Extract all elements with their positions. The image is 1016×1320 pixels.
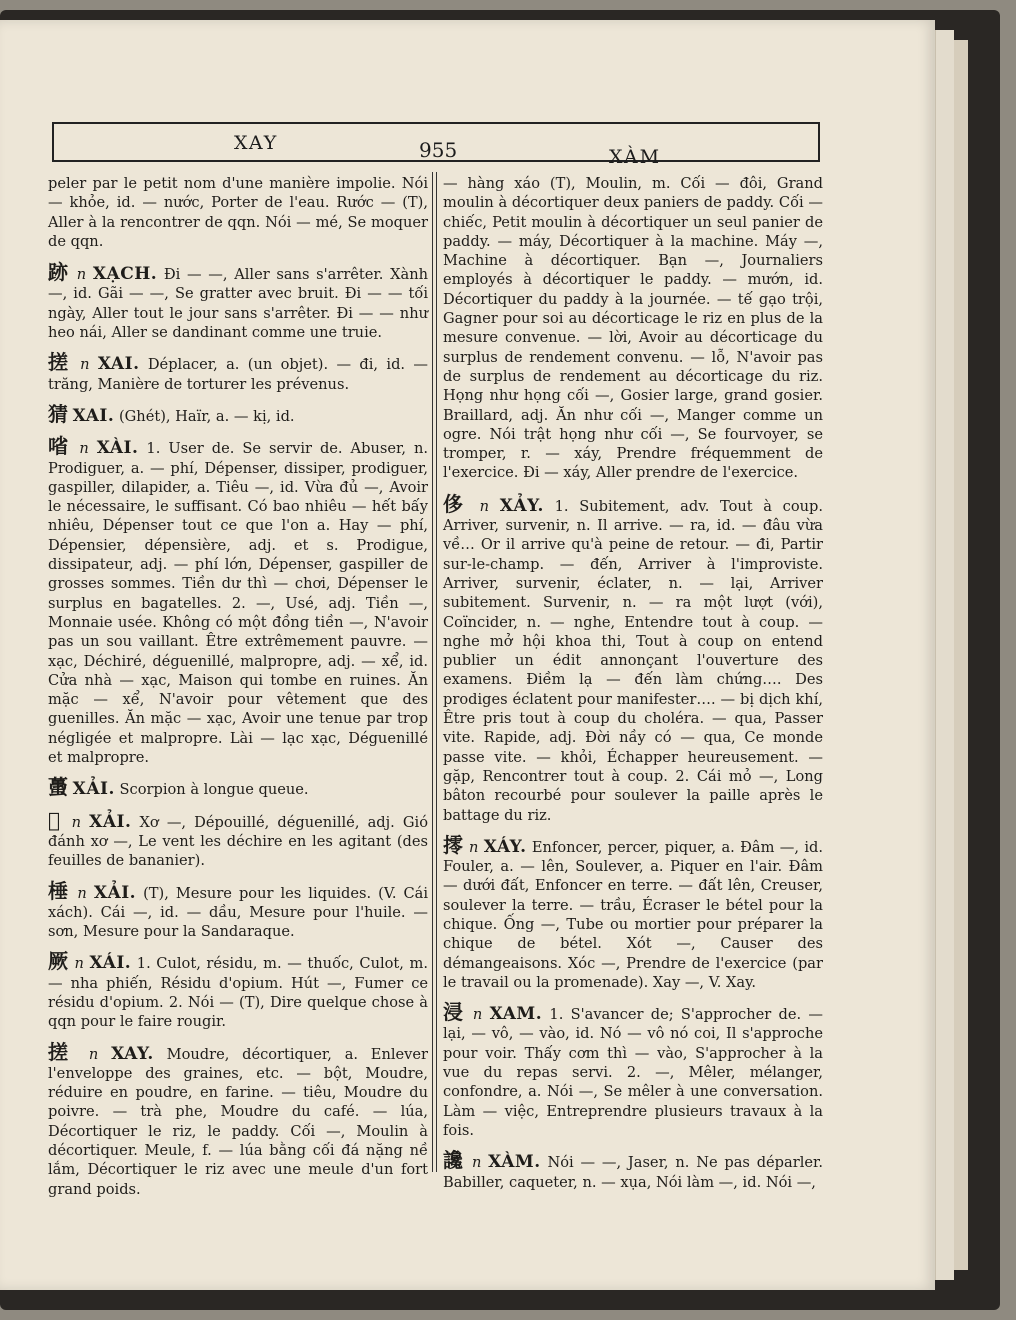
chinese-character: 㗂 — [48, 434, 72, 459]
part-of-speech: n — [71, 813, 82, 831]
definition-text: Déplacer, a. (un objet). — đi, id. — trăng, Manière de torturer les prévenus. — [48, 356, 429, 393]
chinese-character: 㩕 — [443, 832, 464, 857]
column-divider-inner — [436, 172, 437, 1172]
part-of-speech: n — [79, 440, 89, 458]
header-left-word: XAY — [234, 132, 279, 154]
headword: XÁI. — [89, 953, 132, 974]
part-of-speech: n — [469, 838, 479, 856]
dictionary-entry — [48, 434, 429, 767]
dictionary-entry — [443, 1148, 824, 1192]
headword: XÀM. — [488, 1152, 541, 1173]
headword: XẢI. — [93, 882, 137, 903]
dictionary-entry — [48, 1039, 429, 1199]
part-of-speech: n — [77, 884, 87, 902]
headword: XAM. — [489, 1004, 543, 1025]
part-of-speech: n — [76, 266, 87, 284]
headword: XẢI. — [72, 779, 115, 800]
entry-continuation — [443, 174, 823, 483]
dictionary-entry — [48, 807, 429, 871]
definition-text: — hàng xáo (T), Moulin, m. Cối — đôi, Grand moulin à décortiquer deux paniers de paddy. Cối — chiếc, Petit moulin à décortiquer un seul panier de paddy. — máy, Décortiquer à la machine. Máy —, Machine à décortiquer. Bạn —, Journaliers employés à décortiquer le paddy. — mướn, id. Décortiquer du paddy à la journée. — tế gạo trội, Gagner pour soi au décorticage le riz en plus de la mesure convenue. — lời, Avoir au décorticage du surplus de rendement convenu. — lỗ, N'avoir pas de surplus de rendement au décorticage du riz. Họng như họng cối —, Gosier large, grand gosier. Braillard, adj. Ăn như cối —, Manger comme un ogre. Nói trật họng như cối —, Se fourvoyer, se tromper, r. — xáy, Prendre fréquemment de l'exercice. Đi — xáy, Aller prendre de l'exercice. — [443, 175, 823, 482]
dictionary-entry — [48, 949, 429, 1031]
dictionary-entry — [48, 260, 429, 342]
headword: XAY. — [111, 1043, 154, 1064]
definition-text: 1. S'avancer de; S'approcher de. — lại, — vô, — vào, id. Nó — vô nó coi, Il s'approche pour voir. Thấy cơm thì — vào, S'approcher à la vue du repas servi. 2. —, Mêler, mélanger, confondre, a. Nói —, Se mêler à une conversation. Làm — việc, Entreprendre plusieurs travaux à la fois. — [443, 1006, 823, 1139]
definition-text: (Ghét), Haïr, a. — kị, id. — [118, 407, 295, 425]
page-edge — [935, 30, 954, 1280]
chinese-character: 𤻬 — [48, 807, 64, 832]
dictionary-entry — [443, 1000, 823, 1140]
chinese-character: 搓 — [48, 350, 72, 375]
part-of-speech: n — [479, 497, 490, 515]
headword: XAI. — [97, 354, 140, 375]
definition-text: 1. User de. Se servir de. Abuser, n. Prodiguer, a. — phí, Dépenser, dissiper, prodiguer, gaspiller, dilapider, a. Tiêu —, id. Vừa đủ —, Avoir le nécessaire, le suffisant. Có bao nhiêu — hết bấy nhiêu, Dépenser tout ce que l'on a. Hay — phí, Dépensier, dépensière, adj. et s. Prodigue, dissipateur, adj. — phí lớn, Dépenser, gaspiller de grosses sommes. Tiền dư thì — chơi, Dépenser le surplus en bagatelles. 2. —, Usé, adj. Tiền —, Monnaie usée. Không có một đồng tiền —, N'avoir pas un sou vaillant. Être extrêmement pauvre. — xạc, Déchiré, déguenillé, malpropre, adj. — xể, id. Cửa nhà — xạc, Maison qui tombe en ruines. Ăn mặc — xể, N'avoir pour vêtement que des guenilles. Ăn mặc — xạc, Avoir une tenue par trop négligée et malpropre. Lài — lạc xạc, Déguenillé et malpropre. — [48, 440, 429, 767]
definition-text: (T), Mesure pour les liquides. (V. Cái xách). Cái —, id. — dầu, Mesure pour l'huile. — sơn, Mesure pour la Sandaraque. — [48, 884, 428, 941]
definition-text: Xơ —, Dépouillé, déguenillé, adj. Gió đánh xơ —, Le vent les déchire en les agitant (des feuilles de bananier). — [48, 813, 429, 870]
header-right-word: XÀM — [609, 146, 662, 168]
left-column — [48, 174, 428, 1210]
right-column — [443, 174, 823, 1203]
chinese-character: 讒 — [443, 1148, 466, 1173]
definition-text: 1. Culot, résidu, m. — thuốc, Culot, m. — nha phiến, Résidu d'opium. Hút —, Fumer ce résidu d'opium. 2. Nói — (T), Dire quelque chose à qqn pour le faire rougir. — [48, 955, 429, 1031]
part-of-speech: n — [472, 1006, 483, 1024]
chinese-character: 搓 — [48, 1039, 77, 1064]
part-of-speech: n — [80, 356, 90, 374]
part-of-speech: n — [74, 955, 84, 973]
headword: XÁY. — [483, 836, 527, 857]
part-of-speech: n — [88, 1045, 99, 1063]
chinese-character: 猜 — [48, 401, 68, 426]
definition-text: Moudre, décortiquer, a. Enlever l'enveloppe des graines, etc. — bột, Moudre, réduire en poudre, en farine. — tiêu, Moudre du poivre. — trà phe, Moudre du café. — lúa, Décortiquer le riz, le paddy. Cối —, Moulin à décortiquer. Meule, f. — lúa bằng cối đá nặng nề lắm, Décortiquer le riz avec une meule d'un fort grand poids. — [48, 1045, 429, 1198]
chinese-character: 棰 — [48, 878, 71, 903]
dictionary-entry — [443, 832, 823, 992]
headword: XAI. — [72, 405, 115, 426]
page-stack-edge — [953, 40, 968, 1270]
chinese-character: 浸 — [443, 1000, 466, 1025]
column-divider — [432, 172, 433, 1172]
entry-continuation — [48, 174, 428, 251]
dictionary-entry — [443, 491, 823, 825]
dictionary-entry — [48, 878, 428, 942]
definition-text: 1. Subitement, adv. Tout à coup. Arriver, survenir, n. Il arrive. — ra, id. — đâu vừa về… Or il arrive qu'à peine de retour. — đi, Partir sur-le-champ. — đến, Arriver à l'improviste. Arriver, survenir, éclater, n. — lại, Arriver subitement. Survenir, n. — ra một lượt (với), Coïncider, n. — nghe, Entendre tout à coup. — nghe mở hội khoa thi, Tout à coup on entend publier un édit annonçant l'ouverture des examens. Điềm lạ — đến làm chứng…. Des prodiges éclatent pour manifester…. — bị dịch khí, Être pris tout à coup du choléra. — qua, Passer vite. Rapide, adj. Đời nầy có — qua, Ce monde passe vite. — khỏi, Échapper heureusement. — gặp, Rencontrer tout à coup. 2. Cái mỏ —, Long bâton recourbé pour soulever la paille après le battage du riz. — [443, 497, 823, 824]
definition-text: Nói — —, Jaser, n. Ne pas déparler. Babiller, caqueter, n. — xụa, Nói làm —, id. Nói —, — [443, 1154, 824, 1191]
chinese-character: 厥 — [48, 949, 69, 974]
running-header — [52, 122, 820, 168]
definition-text: Enfoncer, percer, piquer, a. Đâm —, id. Fouler, a. — lên, Soulever, a. Piquer en l'air. Đâm — dưới đất, Enfoncer en terre. — đất lên, Creuser, soulever la terre. — trầu, Écraser le bétel pour la chique. Ống —, Tube ou mortier pour préparer la chique de bétel. Xót —, Causer des démangeaisons. Xóc —, Prendre de l'exercice (par le travail ou la promenade). Xay —, V. Xay. — [443, 838, 823, 991]
headword: XẢY. — [499, 495, 544, 516]
definition-text: Scorpion à longue queue. — [119, 781, 309, 799]
dictionary-entry — [48, 350, 429, 394]
definition-text: peler par le petit nom d'une manière impolie. Nói — khỏe, id. — nước, Porter de l'eau. Rước — (T), Aller à la rencontrer de qqn. Nói — mé, Se moquer de qqn. — [48, 175, 428, 250]
part-of-speech: n — [471, 1154, 482, 1172]
chinese-character: 侈 — [443, 491, 470, 516]
dictionary-entry — [48, 775, 428, 800]
headword: XÀI. — [96, 438, 139, 459]
page-number: 955 — [419, 138, 458, 162]
chinese-character: 跡 — [48, 260, 71, 285]
headword: XẠCH. — [92, 264, 158, 285]
definition-text: Đi — —, Aller sans s'arrêter. Xành —, id. Gãi — —, Se gratter avec bruit. Đi — — tối ngày, Aller tout le jour sans s'arrêter. Đi — — như heo nái, Aller se dandinant comme une truie. — [48, 266, 429, 342]
headword: XẢI. — [89, 811, 132, 832]
chinese-character: 蠆 — [48, 775, 68, 800]
dictionary-entry — [48, 401, 428, 426]
